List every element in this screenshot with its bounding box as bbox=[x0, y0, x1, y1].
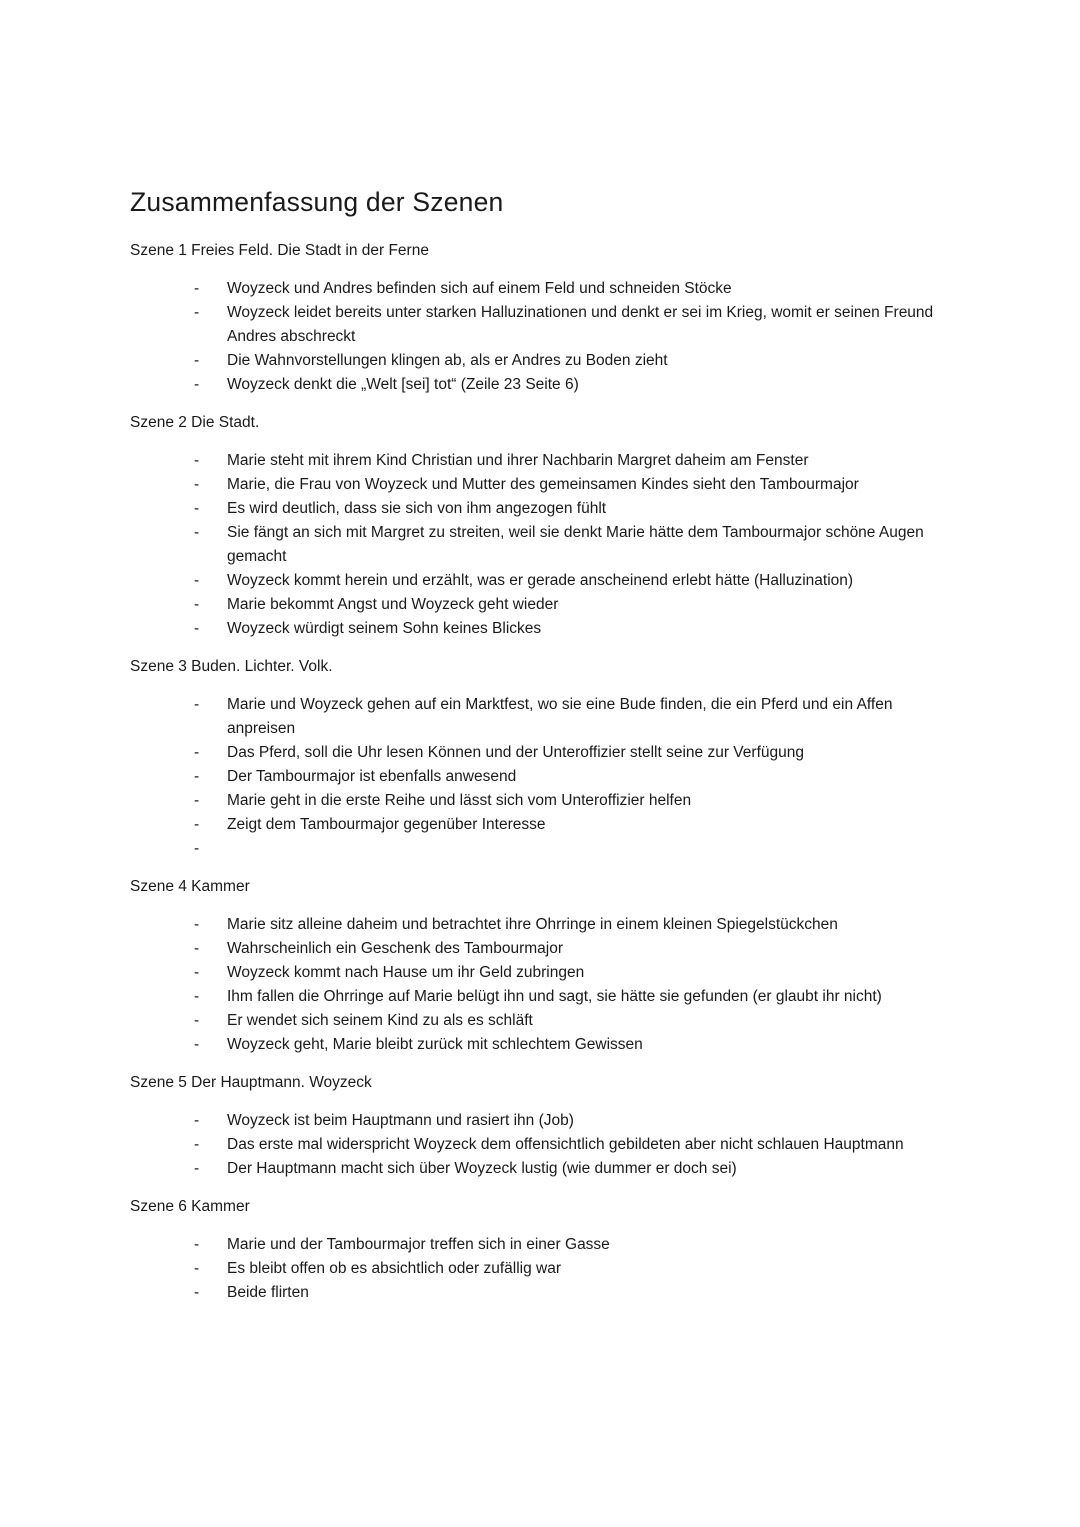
dash-marker: - bbox=[194, 940, 200, 957]
bullet-text: Marie steht mit ihrem Kind Christian und ihrer Nachbarin Margret daheim am Fenster bbox=[227, 452, 809, 469]
dash-marker: - bbox=[194, 376, 200, 393]
bullet-text: Woyzeck würdigt seinem Sohn keines Blickes bbox=[227, 620, 542, 637]
bullet-text: Das Pferd, soll die Uhr lesen Können und der Unteroffizier stellt seine zur Verfügung bbox=[227, 744, 804, 761]
dash-marker: - bbox=[194, 304, 200, 321]
bullet-list bbox=[130, 693, 950, 861]
bullet-text: Zeigt dem Tambourmajor gegenüber Interesse bbox=[227, 816, 546, 833]
bullet-text: Woyzeck und Andres befinden sich auf einem Feld und schneiden Stöcke bbox=[227, 280, 732, 297]
bullet-text: Woyzeck kommt herein und erzählt, was er gerade anscheinend erlebt hätte (Halluzination) bbox=[227, 572, 854, 589]
dash-marker: - bbox=[194, 596, 200, 613]
bullet-text: Marie bekommt Angst und Woyzeck geht wieder bbox=[227, 596, 559, 613]
bullet-item bbox=[130, 789, 950, 813]
bullet-item bbox=[130, 349, 950, 373]
scene-section bbox=[130, 1195, 950, 1305]
bullet-item bbox=[130, 473, 950, 497]
bullet-text: Der Tambourmajor ist ebenfalls anwesend bbox=[227, 768, 517, 785]
dash-marker: - bbox=[194, 840, 200, 857]
bullet-item bbox=[130, 1133, 950, 1157]
bullet-item bbox=[130, 765, 950, 789]
scene-section bbox=[130, 1071, 950, 1181]
bullet-item bbox=[130, 1109, 950, 1133]
bullet-text: Er wendet sich seinem Kind zu als es schläft bbox=[227, 1012, 533, 1029]
bullet-item bbox=[130, 837, 950, 861]
bullet-list bbox=[130, 1109, 950, 1181]
dash-marker: - bbox=[194, 1136, 200, 1153]
bullet-text: Der Hauptmann macht sich über Woyzeck lustig (wie dummer er doch sei) bbox=[227, 1160, 737, 1177]
bullet-item bbox=[130, 693, 950, 741]
bullet-item bbox=[130, 497, 950, 521]
bullet-item bbox=[130, 913, 950, 937]
dash-marker: - bbox=[194, 500, 200, 517]
bullet-text: Es wird deutlich, dass sie sich von ihm angezogen fühlt bbox=[227, 500, 607, 517]
bullet-text: Marie geht in die erste Reihe und lässt sich vom Unteroffizier helfen bbox=[227, 792, 692, 809]
bullet-item bbox=[130, 617, 950, 641]
dash-marker: - bbox=[194, 1160, 200, 1177]
bullet-text: Beide flirten bbox=[227, 1284, 309, 1301]
scene-heading: Szene 2 Die Stadt. bbox=[130, 414, 260, 431]
dash-marker: - bbox=[194, 696, 200, 713]
bullet-text: Marie, die Frau von Woyzeck und Mutter des gemeinsamen Kindes sieht den Tambourmajor bbox=[227, 476, 859, 493]
scene-section bbox=[130, 875, 950, 1057]
dash-marker: - bbox=[194, 816, 200, 833]
bullet-item bbox=[130, 937, 950, 961]
bullet-item bbox=[130, 1233, 950, 1257]
bullet-text: Woyzeck denkt die „Welt [sei] tot“ (Zeile 23 Seite 6) bbox=[227, 376, 579, 393]
bullet-list bbox=[130, 913, 950, 1057]
bullet-item bbox=[130, 593, 950, 617]
bullet-text: Sie fängt an sich mit Margret zu streiten, weil sie denkt Marie hätte dem Tambourmajor schöne Augen gemacht bbox=[227, 524, 924, 565]
bullet-item bbox=[130, 961, 950, 985]
scene-section bbox=[130, 655, 950, 861]
bullet-item bbox=[130, 813, 950, 837]
dash-marker: - bbox=[194, 1112, 200, 1129]
bullet-text: Wahrscheinlich ein Geschenk des Tambourmajor bbox=[227, 940, 563, 957]
scene-section bbox=[130, 239, 950, 397]
bullet-text: Das erste mal widerspricht Woyzeck dem offensichtlich gebildeten aber nicht schlauen Hauptmann bbox=[227, 1136, 904, 1153]
dash-marker: - bbox=[194, 792, 200, 809]
bullet-text: Marie sitz alleine daheim und betrachtet ihre Ohrringe in einem kleinen Spiegelstückchen bbox=[227, 916, 838, 933]
bullet-item bbox=[130, 741, 950, 765]
bullet-item bbox=[130, 521, 950, 569]
dash-marker: - bbox=[194, 452, 200, 469]
dash-marker: - bbox=[194, 572, 200, 589]
bullet-item bbox=[130, 985, 950, 1009]
dash-marker: - bbox=[194, 988, 200, 1005]
dash-marker: - bbox=[194, 280, 200, 297]
dash-marker: - bbox=[194, 1036, 200, 1053]
bullet-list bbox=[130, 449, 950, 641]
bullet-text: Es bleibt offen ob es absichtlich oder zufällig war bbox=[227, 1260, 562, 1277]
dash-marker: - bbox=[194, 768, 200, 785]
dash-marker: - bbox=[194, 476, 200, 493]
dash-marker: - bbox=[194, 1284, 200, 1301]
dash-marker: - bbox=[194, 620, 200, 637]
scene-heading: Szene 3 Buden. Lichter. Volk. bbox=[130, 658, 333, 675]
bullet-item bbox=[130, 1033, 950, 1057]
dash-marker: - bbox=[194, 744, 200, 761]
dash-marker: - bbox=[194, 352, 200, 369]
bullet-item bbox=[130, 1157, 950, 1181]
bullet-item bbox=[130, 373, 950, 397]
bullet-text: Woyzeck leidet bereits unter starken Halluzinationen und denkt er sei im Krieg, womit er seinen Freund Andres abschreckt bbox=[227, 304, 934, 345]
bullet-text: Woyzeck geht, Marie bleibt zurück mit schlechtem Gewissen bbox=[227, 1036, 643, 1053]
bullet-text: Die Wahnvorstellungen klingen ab, als er Andres zu Boden zieht bbox=[227, 352, 668, 369]
scene-heading: Szene 6 Kammer bbox=[130, 1198, 250, 1215]
document-title: Zusammenfassung der Szenen bbox=[130, 187, 504, 217]
scene-heading: Szene 5 Der Hauptmann. Woyzeck bbox=[130, 1074, 372, 1091]
dash-marker: - bbox=[194, 1236, 200, 1253]
scene-list bbox=[130, 239, 950, 1305]
bullet-item bbox=[130, 569, 950, 593]
bullet-item bbox=[130, 1009, 950, 1033]
dash-marker: - bbox=[194, 524, 200, 541]
bullet-item bbox=[130, 277, 950, 301]
dash-marker: - bbox=[194, 1012, 200, 1029]
bullet-text: Woyzeck kommt nach Hause um ihr Geld zubringen bbox=[227, 964, 585, 981]
bullet-item bbox=[130, 449, 950, 473]
dash-marker: - bbox=[194, 1260, 200, 1277]
bullet-list bbox=[130, 1233, 950, 1305]
bullet-text: Ihm fallen die Ohrringe auf Marie belügt ihn und sagt, sie hätte sie gefunden (er glaubt ihr nicht) bbox=[227, 988, 882, 1005]
bullet-text: Woyzeck ist beim Hauptmann und rasiert ihn (Job) bbox=[227, 1112, 574, 1129]
scene-heading: Szene 1 Freies Feld. Die Stadt in der Ferne bbox=[130, 242, 429, 259]
dash-marker: - bbox=[194, 964, 200, 981]
bullet-list bbox=[130, 277, 950, 397]
scene-section bbox=[130, 411, 950, 641]
dash-marker: - bbox=[194, 916, 200, 933]
bullet-item bbox=[130, 1257, 950, 1281]
bullet-text: Marie und der Tambourmajor treffen sich in einer Gasse bbox=[227, 1236, 610, 1253]
bullet-item bbox=[130, 301, 950, 349]
bullet-item bbox=[130, 1281, 950, 1305]
scene-heading: Szene 4 Kammer bbox=[130, 878, 250, 895]
bullet-text: Marie und Woyzeck gehen auf ein Marktfest, wo sie eine Bude finden, die ein Pferd und ein Affen anpreisen bbox=[227, 696, 893, 737]
